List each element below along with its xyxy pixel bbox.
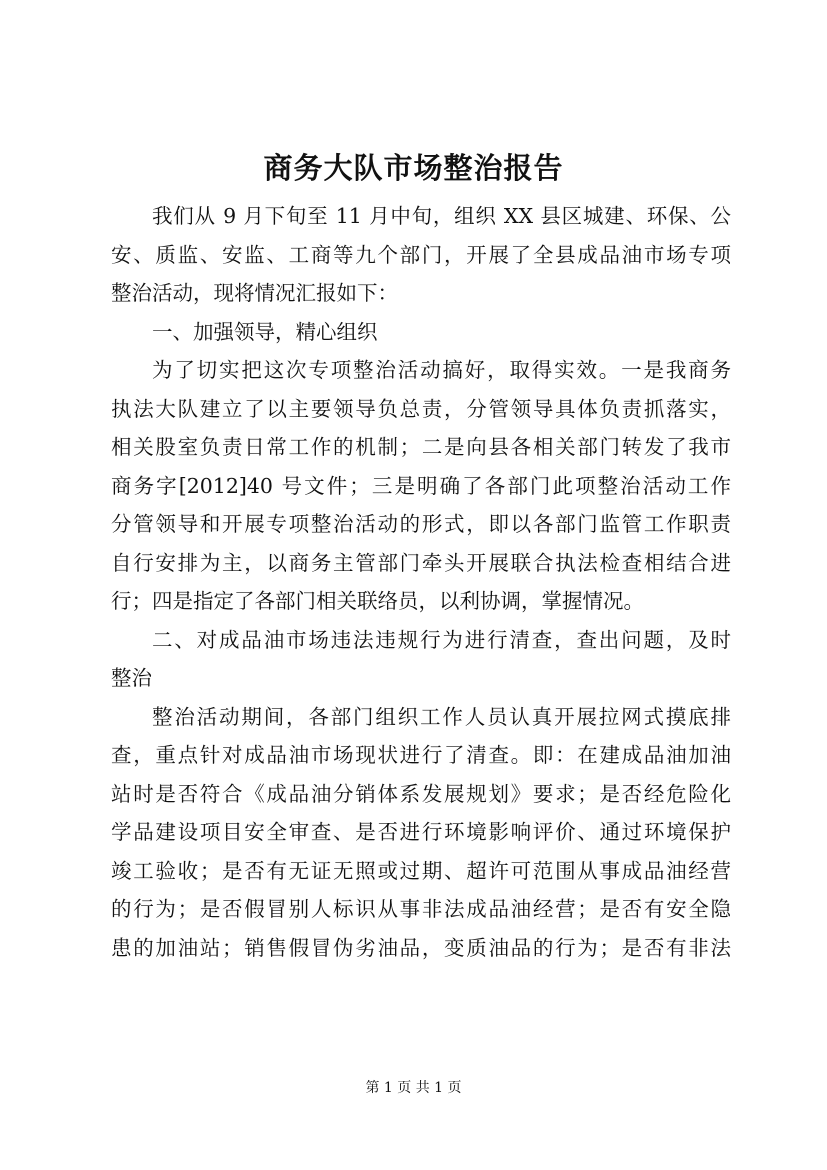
section-heading-2: 二、对成品油市场违法违规行为进行清查，查出问题，及时 <box>152 627 731 652</box>
paragraph-line: 相关股室负责日常工作的机制；二是向县各相关部门转发了我市 <box>111 435 731 459</box>
page-footer: 第 1 页 共 1 页 <box>365 1080 462 1096</box>
paragraph-line: 执法大队建立了以主要领导负总责，分管领导具体负责抓落实， <box>111 396 731 421</box>
paragraph-line: 商务字[2012]40 号文件；三是明确了各部门此项整治活动工作 <box>111 473 731 498</box>
paragraph-line: 站时是否符合《成品油分销体系发展规划》要求；是否经危险化 <box>111 781 731 806</box>
paragraph-line: 整治活动期间，各部门组织工作人员认真开展拉网式摸底排 <box>152 704 731 729</box>
document-title: 商务大队市场整治报告 <box>263 151 564 185</box>
paragraph-line: 查，重点针对成品油市场现状进行了清查。即：在建成品油加油 <box>111 743 731 767</box>
paragraph-line: 为了切实把这次专项整治活动搞好，取得实效。一是我商务 <box>152 358 731 382</box>
paragraph-line: 学品建设项目安全审查、是否进行环境影响评价、通过环境保护 <box>111 820 731 844</box>
section-heading-1: 一、加强领导，精心组织 <box>152 319 378 344</box>
section-heading-2-continued: 整治 <box>111 666 152 690</box>
paragraph-line: 整治活动，现将情况汇报如下： <box>111 281 398 305</box>
paragraph-line: 的行为；是否假冒别人标识从事非法成品油经营；是否有安全隐 <box>111 897 731 921</box>
paragraph-line: 竣工验收；是否有无证无照或过期、超许可范围从事成品油经营 <box>111 858 731 883</box>
document-body <box>111 197 731 967</box>
paragraph-line: 安、质监、安监、工商等九个部门，开展了全县成品油市场专项 <box>111 242 731 267</box>
paragraph-line: 行；四是指定了各部门相关联络员，以利协调，掌握情况。 <box>111 589 644 613</box>
paragraph-line: 自行安排为主，以商务主管部门牵头开展联合执法检查相结合进 <box>111 550 731 575</box>
paragraph-line: 我们从 9 月下旬至 11 月中旬，组织 XX 县区城建、环保、公 <box>152 204 731 228</box>
paragraph-line: 分管领导和开展专项整治活动的形式，即以各部门监管工作职责 <box>111 512 731 536</box>
paragraph-line: 患的加油站；销售假冒伪劣油品，变质油品的行为；是否有非法 <box>111 935 731 960</box>
